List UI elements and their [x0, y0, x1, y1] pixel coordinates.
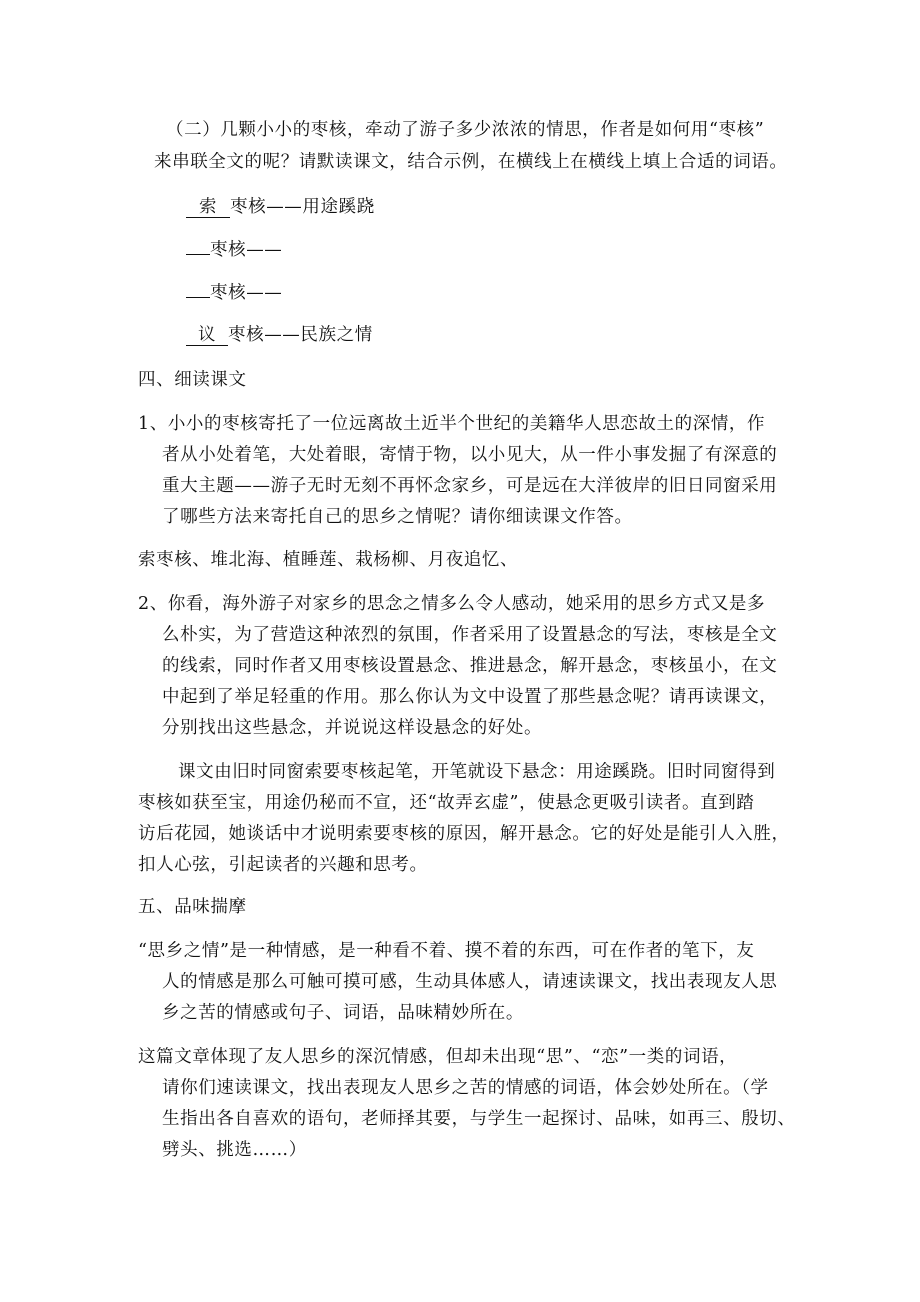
fill-blank[interactable] [186, 254, 210, 255]
item2-line-4: 中起到了举足轻重的作用。那么你认为文中设置了那些悬念呢？请再读课文， [162, 687, 778, 707]
fill-blank[interactable]: 索 [186, 197, 230, 218]
para1-line-1: “思乡之情”是一种情感，是一种看不着、摸不着的东西，可在作者的笔下，友 [138, 941, 755, 961]
answer2-line-3: 访后花园，她谈话中才说明索要枣核的原因，解开悬念。它的好处是能引人入胜， [138, 824, 790, 844]
item1-line-1: 1、小小的枣核寄托了一位远离故土近半个世纪的美籍华人思恋故土的深情，作 [138, 414, 766, 434]
answer2-line-4: 扣人心弦，引起读者的兴趣和思考。 [138, 855, 428, 875]
fill-line-1 [186, 194, 375, 220]
fill-text: 枣核——用途蹊跷 [230, 197, 375, 217]
answer1: 索枣核、堆北海、植睡莲、栽杨柳、月夜追忆、 [138, 550, 519, 570]
item1-line-4: 了哪些方法来寄托自己的思乡之情呢？请你细读课文作答。 [162, 507, 633, 527]
item2-line-5: 分别找出这些悬念，并说说这样设悬念的好处。 [162, 718, 543, 738]
item2-line-3: 的线索，同时作者又用枣核设置悬念、推进悬念，解开悬念，枣核虽小，在文 [162, 656, 778, 676]
item2-line-2: 么朴实，为了营造这种浓烈的氛围，作者采用了设置悬念的写法，枣核是全文 [162, 625, 778, 645]
fill-text: 枣核—— [210, 283, 283, 303]
fill-line-4 [186, 322, 373, 348]
para2-line-4: 劈头、挑选……） [162, 1140, 307, 1160]
para2-line-3: 生指出各自喜欢的语句，老师择其要，与学生一起探讨、品味，如再三、殷切、 [162, 1109, 796, 1129]
para1-line-2: 人的情感是那么可触可摸可感，生动具体感人，请速读课文，找出表现友人思 [162, 972, 778, 992]
para2-line-2: 请你们速读课文，找出表现友人思乡之苦的情感的词语，体会妙处所在。（学 [162, 1078, 769, 1098]
q2-line-1: （二）几颗小小的枣核，牵动了游子多少浓浓的情思，作者是如何用“枣核” [166, 120, 765, 140]
fill-text: 枣核—— [210, 240, 283, 260]
fill-text: 枣核——民族之情 [228, 325, 373, 345]
item1-line-3: 重大主题——游子无时无刻不再怀念家乡，可是远在大洋彼岸的旧日同窗采用 [162, 476, 778, 496]
fill-line-3 [186, 280, 282, 306]
section-5-heading: 五、品味揣摩 [138, 897, 247, 917]
answer2-line-2: 枣核如获至宝，用途仍秘而不宣，还“故弄玄虚”，使悬念更吸引读者。直到踏 [138, 793, 755, 813]
answer2-line-1: 课文由旧时同窗索要枣核起笔，开笔就设下悬念：用途蹊跷。旧时同窗得到 [178, 762, 776, 782]
q2-line-2: 来串联全文的呢？请默读课文，结合示例，在横线上在横线上填上合适的词语。 [154, 152, 788, 172]
fill-blank[interactable] [186, 297, 210, 298]
fill-blank[interactable]: 议 [186, 325, 228, 346]
fill-line-2 [186, 237, 282, 263]
para2-line-1: 这篇文章体现了友人思乡的深沉情感，但却未出现“思”、“恋”一类的词语， [138, 1047, 738, 1067]
item1-line-2: 者从小处着笔，大处着眼，寄情于物，以小见大，从一件小事发掘了有深意的 [162, 445, 778, 465]
section-4-heading: 四、细读课文 [138, 370, 247, 390]
item2-line-1: 2、你看，海外游子对家乡的思念之情多么令人感动，她采用的思乡方式又是多 [138, 594, 766, 614]
para1-line-3: 乡之苦的情感或句子、词语，品味精妙所在。 [162, 1003, 524, 1023]
